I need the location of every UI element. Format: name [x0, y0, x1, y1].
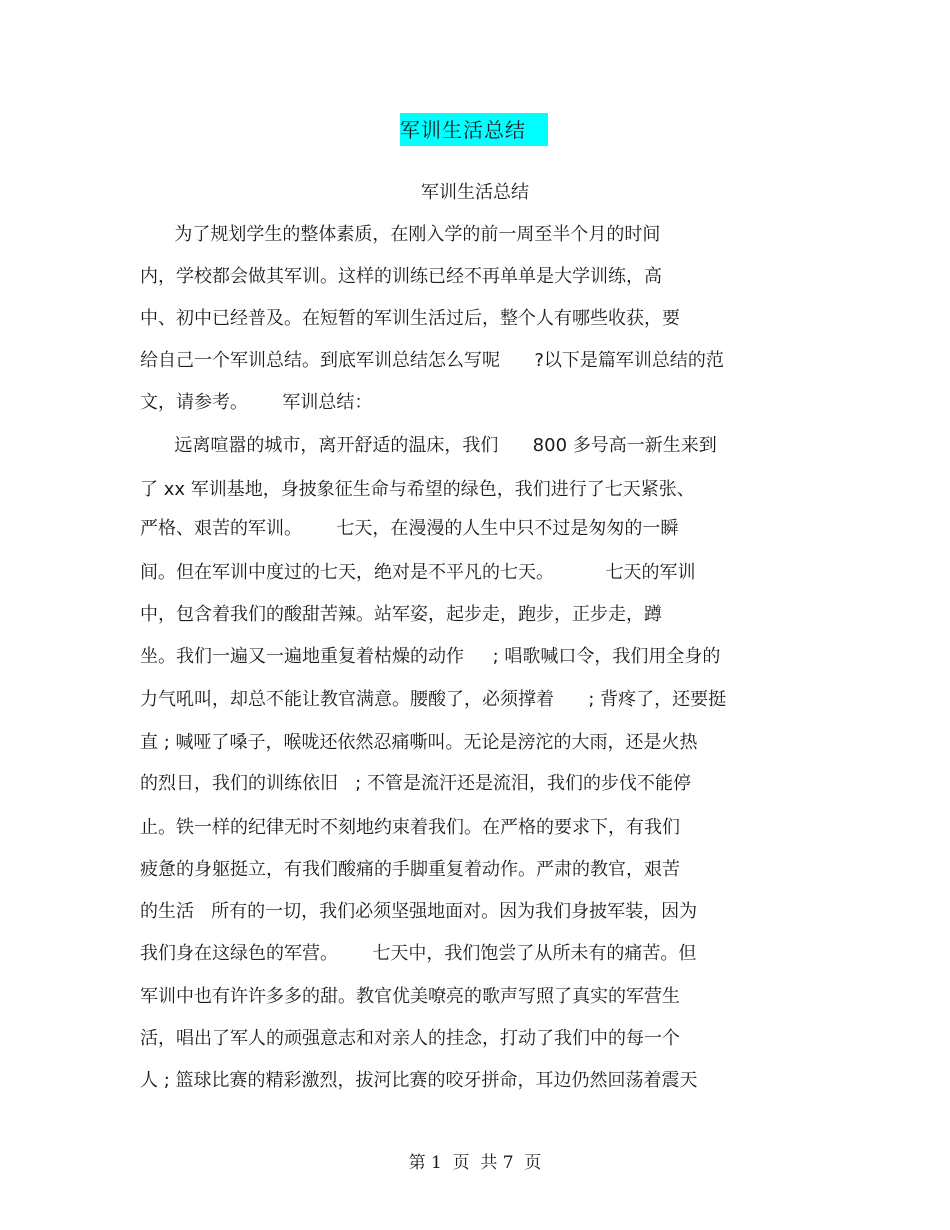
text-line: 直 ; 喊哑了嗓子，喉咙还依然忍痛嘶叫。无论是滂沱的大雨，还是火热 — [140, 732, 698, 753]
text-line: 内，学校都会做其军训。这样的训练已经不再单单是大学训练，高 — [140, 266, 662, 287]
text-line: 止。铁一样的纪律无时不刻地约束着我们。在严格的要求下，有我们 — [140, 817, 680, 838]
text-line: 远离喧嚣的城市，离开舒适的温床，我们 800 多号高一新生来到 — [140, 435, 717, 456]
page-title: 军训生活总结 — [400, 118, 526, 142]
text-line: 给自己一个军训总结。到底军训总结怎么写呢 ?以下是篇军训总结的范 — [140, 350, 724, 371]
text-line: 人 ; 篮球比赛的精彩激烈，拔河比赛的咬牙拼命，耳边仍然回荡着震天 — [140, 1070, 698, 1091]
text-line: 活，唱出了军人的顽强意志和对亲人的挂念，打动了我们中的每一个 — [140, 1028, 680, 1049]
text-line: 的生活 所有的一切，我们必须坚强地面对。因为我们身披军装，因为 — [140, 901, 698, 922]
subtitle: 军训生活总结 — [421, 182, 529, 203]
text-line: 军训中也有许许多多的甜。教官优美嘹亮的歌声写照了真实的军营生 — [140, 986, 680, 1007]
text-line: 文，请参考。 军训总结： — [140, 392, 373, 413]
text-line: 中，包含着我们的酸甜苦辣。站军姿，起步走，跑步，正步走，蹲 — [140, 604, 662, 625]
text-line: 了 xx 军训基地，身披象征生命与希望的绿色，我们进行了七天紧张、 — [140, 479, 695, 500]
text-line: 中、初中已经普及。在短暂的军训生活过后，整个人有哪些收获，要 — [140, 308, 680, 329]
text-line: 的烈日，我们的训练依旧 ; 不管是流汗还是流泪，我们的步伐不能停 — [140, 773, 691, 794]
text-line: 间。但在军训中度过的七天，绝对是不平凡的七天。 七天的军训 — [140, 562, 696, 583]
text-line: 力气吼叫，却总不能让教官满意。腰酸了，必须撑着 ; 背疼了，还要挺 — [140, 689, 727, 710]
text-line: 严格、艰苦的军训。 七天，在漫漫的人生中只不过是匆匆的一瞬 — [140, 518, 679, 539]
text-line: 坐。我们一遍又一遍地重复着枯燥的动作 ; 唱歌喊口令，我们用全身的 — [140, 646, 721, 667]
text-line: 我们身在这绿色的军营。 七天中，我们饱尝了从所未有的痛苦。但 — [140, 943, 697, 964]
page-footer: 第 1 页 共 7 页 — [408, 1153, 542, 1173]
text-line: 为了规划学生的整体素质，在刚入学的前一周至半个月的时间 — [140, 224, 661, 245]
text-line: 疲惫的身躯挺立，有我们酸痛的手脚重复着动作。严肃的教官，艰苦 — [140, 859, 680, 880]
